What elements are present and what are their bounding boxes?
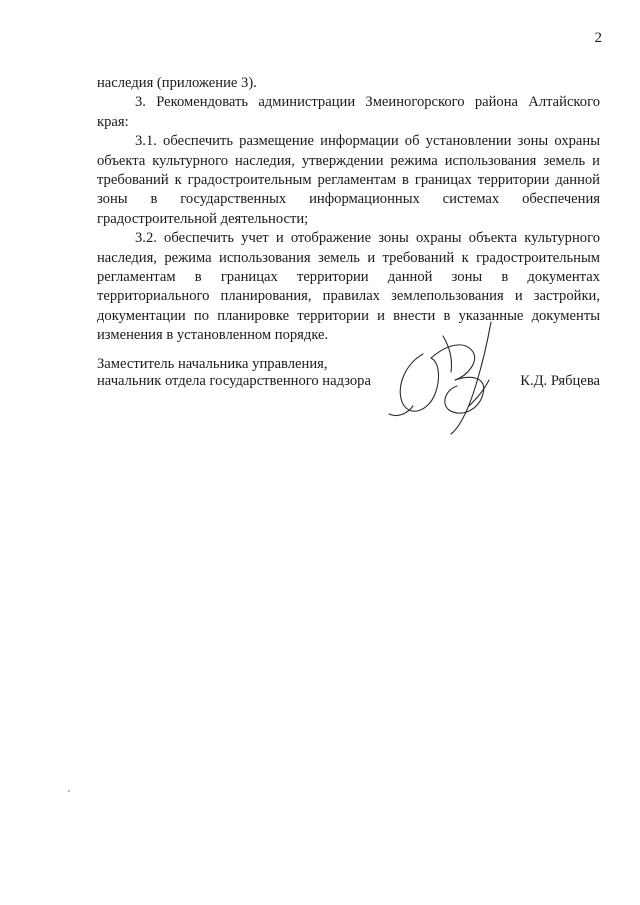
paragraph-item-3-2: 3.2. обеспечить учет и отображение зоны охраны объекта культурного наследия, режима использования земель и требований к градостроительным регламентам в границах территории данной зоны в документах территориального планирования, правилах землепользования и застройки, документации по планировке территории и внести в указанные документы изменения в установленном порядке. xyxy=(97,230,600,344)
paragraph-item-3: 3. Рекомендовать администрации Змеиногорского района Алтайского края: xyxy=(97,94,600,130)
signatory-title-line1: Заместитель начальника управления, xyxy=(97,356,328,372)
page-number: 2 xyxy=(594,30,602,46)
signatory-title xyxy=(97,356,397,390)
signatory-title-line2: начальник отдела государственного надзора xyxy=(97,373,371,389)
handwritten-signature xyxy=(383,318,513,436)
document-body xyxy=(97,74,600,346)
scan-artifact xyxy=(68,790,70,792)
signature-block xyxy=(97,356,600,436)
paragraph-item-3-1: 3.1. обеспечить размещение информации об установлении зоны охраны объекта культурного наследия, утверждении режима использования земель и требований к градостроительным регламентам в границах территории данной зоны в государственных информационных системах обеспечения градостроительной деятельности; xyxy=(97,133,600,227)
signatory-name: К.Д. Рябцева xyxy=(520,373,600,389)
paragraph-continuation: наследия (приложение 3). xyxy=(97,75,257,91)
